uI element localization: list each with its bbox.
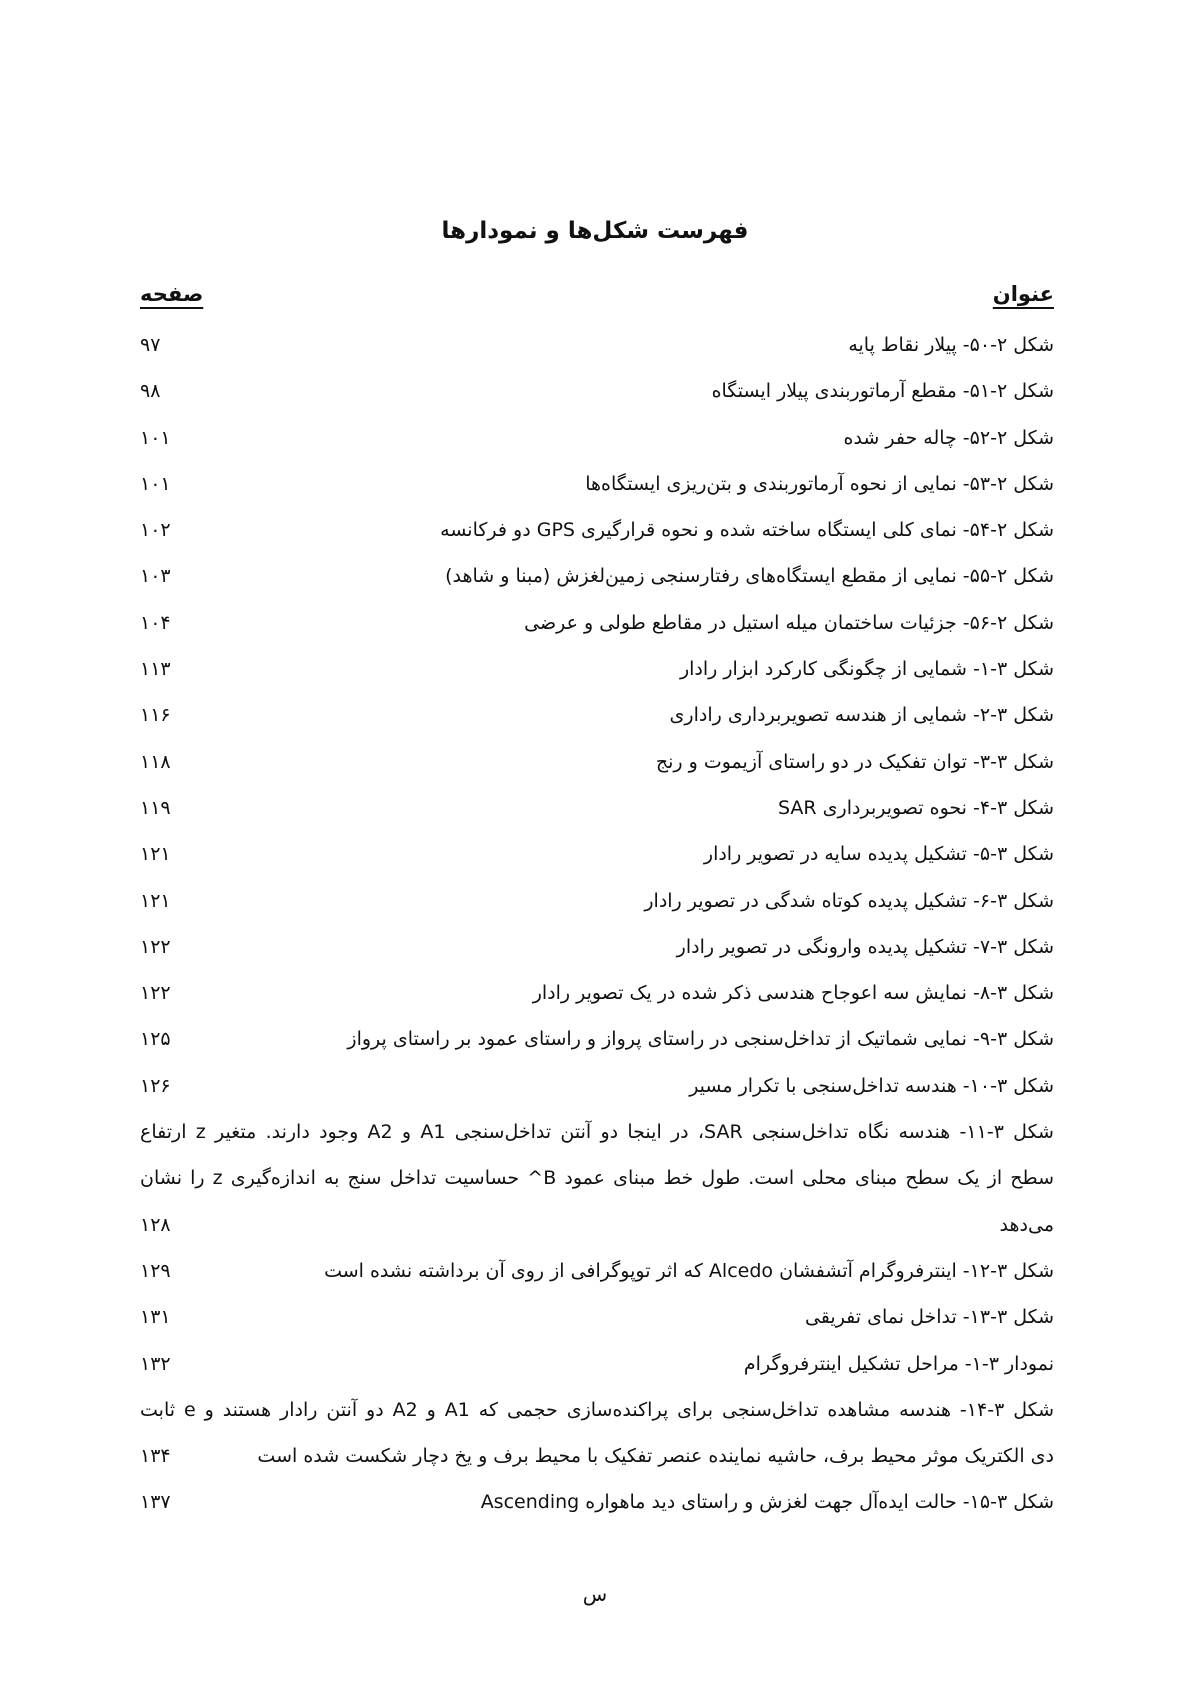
list-item (140, 605, 1054, 651)
list-item (140, 512, 1054, 558)
entry-title: شکل ۳-۱۵- حالت ایده‌آل جهت لغزش و راستای دید ماهواره Ascending (480, 1491, 1054, 1514)
list-item (140, 929, 1054, 975)
entry-page: ۹۸ (140, 380, 161, 403)
entry-title: شکل ۲-۵۳- نمایی از نحوه آرماتوربندی و بتن‌ریزی ایستگاه‌ها (585, 472, 1054, 495)
entry-page: ۱۰۳ (140, 565, 171, 588)
list-item (140, 327, 1054, 373)
entry-page: ۱۲۲ (140, 982, 171, 1005)
list-item (140, 1484, 1054, 1530)
list-item (140, 744, 1054, 790)
entry-page: ۱۳۱ (140, 1306, 171, 1329)
entry-title: شکل ۳-۸- نمایش سه اعوجاح هندسی ذکر شده در یک تصویر رادار (532, 982, 1054, 1005)
entry-page: ۱۰۱ (140, 426, 171, 449)
column-header-page: صفحه (140, 282, 204, 306)
entry-page: ۱۲۶ (140, 1074, 171, 1097)
list-item (140, 1299, 1054, 1345)
entry-title: شکل ۳-۱۰- هندسه تداخل‌سنجی با تکرار مسیر (689, 1074, 1054, 1097)
list-item (140, 1021, 1054, 1067)
list-item (140, 1114, 1054, 1160)
entry-title: شکل ۳-۳- توان تفکیک در دو راستای آزیموت و رنج (655, 750, 1054, 773)
toc-header (140, 282, 1054, 316)
page-title: فهرست شکل‌ها و نمودارها (441, 218, 749, 244)
entry-page: ۹۷ (140, 334, 161, 356)
entry-page: ۱۱۶ (140, 704, 171, 727)
entry-title: شکل ۳-۱۲- اینترفروگرام آتشفشان Alcedo که اثر توپوگرافی از روی آن برداشته نشده است (324, 1259, 1054, 1282)
list-item (140, 697, 1054, 743)
list-item (140, 975, 1054, 1021)
entry-title: شکل ۳-۱۴- هندسه مشاهده تداخل‌سنجی برای پراکنده‌سازی حجمی که A1 و A2 دو آنتن رادار هستند و e ثابت (140, 1398, 1055, 1421)
list-item (140, 373, 1054, 419)
entry-title: شکل ۲-۵۲- چاله حفر شده (843, 426, 1054, 449)
entry-title: شکل ۲-۵۰- پیلار نقاط پایه (848, 334, 1054, 356)
list-item (140, 1392, 1054, 1438)
entry-title: شکل ۲-۵۱- مقطع آرماتوربندی پیلار ایستگاه (711, 380, 1054, 403)
entry-title: شکل ۳-۹- نمایی شماتیک از تداخل‌سنجی در راستای پرواز و راستای عمود بر راستای پرواز (347, 1028, 1054, 1051)
list-item (140, 883, 1054, 929)
list-item (140, 466, 1054, 512)
entry-title: شکل ۳-۵- تشکیل پدیده سایه در تصویر رادار (703, 843, 1054, 866)
entry-title: شکل ۳-۶- تشکیل پدیده کوتاه شدگی در تصویر رادار (644, 889, 1054, 912)
entry-title: شکل ۳-۱- شمایی از چگونگی کارکرد ابزار رادار (679, 658, 1054, 681)
column-header-title: عنوان (992, 282, 1054, 306)
entry-page: ۱۲۹ (140, 1259, 171, 1282)
entry-title: شکل ۲-۵۶- جزئیات ساختمان میله استیل در مقاطع طولی و عرضی (524, 611, 1054, 634)
entry-title: شکل ۳-۷- تشکیل پدیده وارونگی در تصویر رادار (676, 935, 1054, 958)
entry-page: ۱۲۱ (140, 889, 171, 912)
entry-page: ۱۳۷ (140, 1491, 171, 1514)
list-item (140, 1346, 1054, 1392)
list-item (140, 558, 1054, 604)
list-item (140, 836, 1054, 882)
entry-page: ۱۱۸ (140, 750, 171, 773)
list-item (140, 1160, 1054, 1206)
entry-title: شکل ۲-۵۵- نمایی از مقطع ایستگاه‌های رفتارسنجی زمین‌لغزش (مبنا و شاهد) (445, 565, 1054, 588)
entry-title: شکل ۲-۵۴- نمای کلی ایستگاه ساخته شده و نحوه قرارگیری GPS دو فرکانسه (440, 519, 1054, 542)
entry-page: ۱۲۵ (140, 1028, 171, 1051)
entry-page: ۱۲۸ (140, 1213, 171, 1236)
list-item (140, 1207, 1054, 1253)
list-item (140, 1068, 1054, 1114)
entry-title: شکل ۳-۱۱- هندسه نگاه تداخل‌سنجی SAR، در اینجا دو آنتن تداخل‌سنجی A1 و A2 وجود دارند. متغیر z ارتفاع (140, 1121, 1054, 1144)
entry-page: ۱۰۱ (140, 472, 171, 495)
list-item (140, 1253, 1054, 1299)
page-number: س (582, 1582, 608, 1606)
entry-page: ۱۰۴ (140, 611, 171, 634)
entry-page: ۱۱۹ (140, 796, 171, 819)
list-item (140, 1438, 1054, 1484)
entry-page: ۱۳۲ (140, 1352, 171, 1375)
entry-page: ۱۲۲ (140, 935, 171, 958)
list-item (140, 651, 1054, 697)
entry-page: ۱۲۱ (140, 843, 171, 866)
entry-title-continued: دی الکتریک موثر محیط برف، حاشیه نماینده عنصر تفکیک با محیط برف و یخ دچار شکست شده است (257, 1445, 1054, 1468)
entry-title: شکل ۳-۴- نحوه تصویربرداری SAR (778, 796, 1054, 819)
entry-page: ۱۱۳ (140, 658, 171, 681)
entry-title: شکل ۳-۱۳- تداخل نمای تفریقی (804, 1306, 1054, 1329)
entry-page: ۱۰۲ (140, 519, 171, 542)
figure-list (140, 327, 1054, 1531)
entry-title-continued: می‌دهد (999, 1213, 1054, 1236)
entry-title: شکل ۳-۲- شمایی از هندسه تصویربرداری راداری (669, 704, 1054, 727)
list-item (140, 420, 1054, 466)
entry-title-continued: سطح از یک سطح مبنای محلی است. طول خط مبنای عمود B^ حساسیت تداخل سنج به اندازه‌گیری z را نشان (140, 1167, 1055, 1190)
entry-page: ۱۳۴ (140, 1445, 171, 1468)
list-item (140, 790, 1054, 836)
entry-title: نمودار ۳-۱- مراحل تشکیل اینترفروگرام (743, 1352, 1054, 1375)
